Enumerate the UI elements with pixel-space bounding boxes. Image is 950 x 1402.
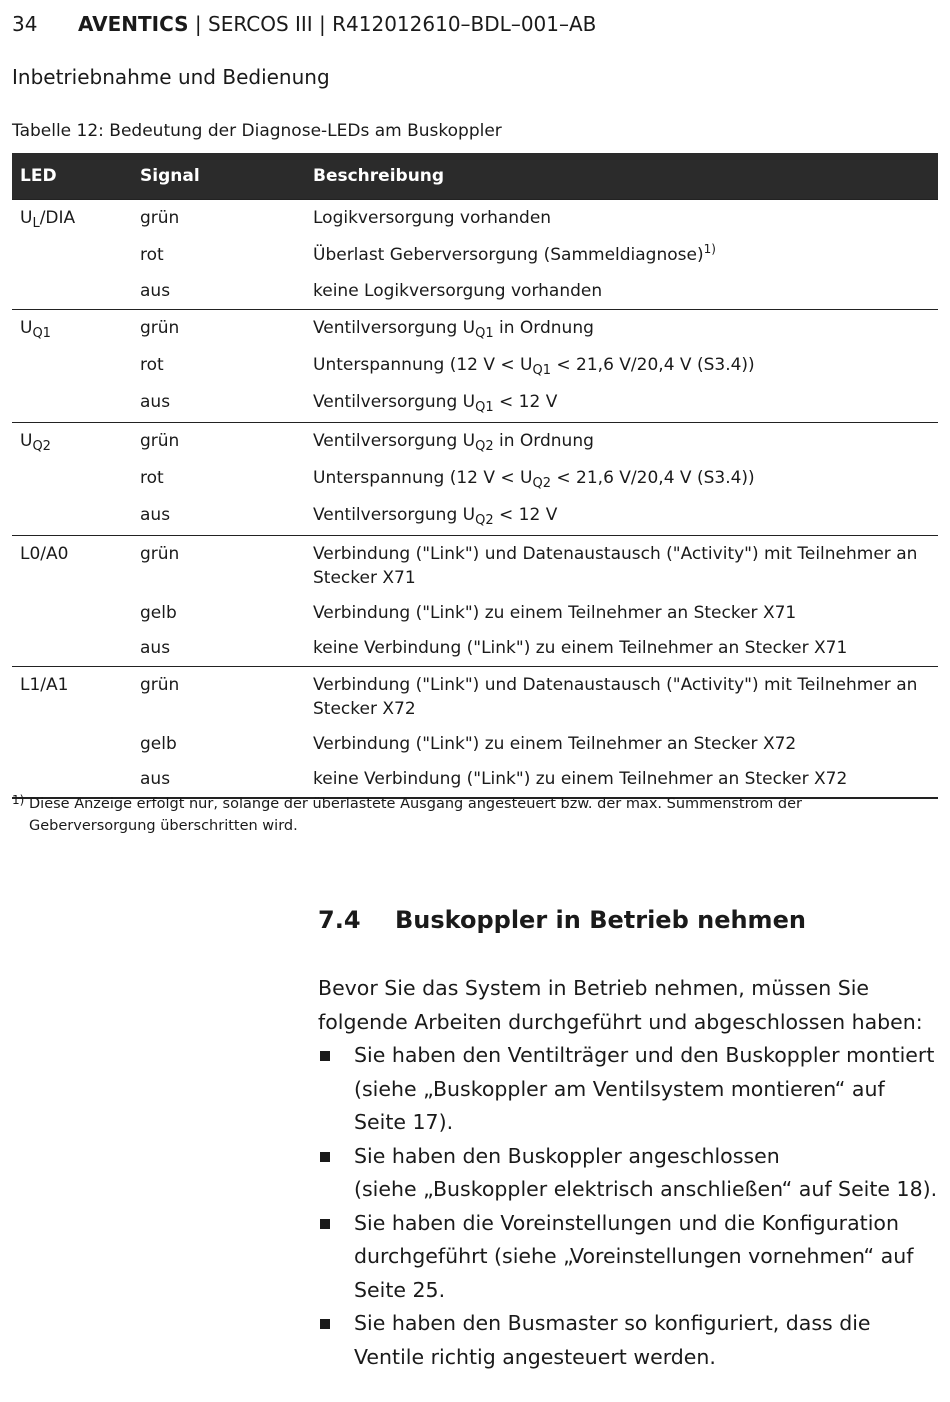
description-cell [305,348,938,385]
list-item [318,1140,943,1207]
description-text: keine Verbindung ("Link") zu einem Teilnehmer an Stecker X72 [313,769,848,789]
description-subscript: Q2 [475,513,494,528]
page-number: 34 [12,12,38,36]
table-row [12,536,938,597]
description-text-continued: < 21,6 V/20,4 V (S3.4)) [551,468,755,488]
table-row [12,274,938,310]
led-name: U [20,208,33,228]
led-cell [12,423,132,462]
bullet-square-icon [320,1319,330,1329]
footnote-mark: 1) [12,793,25,807]
table-caption: Tabelle 12: Bedeutung der Diagnose-LEDs am Buskoppler [12,121,502,141]
led-cell [12,238,132,274]
description-text-continued: < 12 V [493,505,558,525]
description-cell [305,200,938,239]
led-cell [12,200,132,239]
list-item [318,1207,943,1308]
description-text-continued: < 21,6 V/20,4 V (S3.4)) [551,355,755,375]
table-body [12,200,938,799]
description-subscript: Q1 [532,363,551,378]
section-heading [318,906,806,934]
description-cell [305,631,938,667]
led-name-subscript: L [32,216,40,231]
table-row [12,727,938,762]
signal-cell: aus [140,638,171,658]
description-text: Ventilversorgung U [313,392,476,412]
description-cell [305,536,938,597]
table-header-row [12,153,938,200]
led-cell [12,596,132,631]
signal-cell: grün [132,310,305,349]
table-row [12,423,938,462]
description-text: Verbindung ("Link") und Datenaustausch ("Activity") mit Teilnehmer an Stecker X71 [313,544,918,588]
running-header [12,12,596,36]
list-item [318,1307,943,1374]
table-row [12,667,938,728]
led-cell [12,310,132,349]
description-cell [305,727,938,762]
signal-cell: grün [132,200,305,239]
led-cell [12,461,132,498]
table-row [12,348,938,385]
header-description: Beschreibung [305,153,938,200]
signal-cell: aus [140,505,171,525]
signal-cell: grün [132,423,305,462]
description-cell [305,310,938,349]
description-cell [305,423,938,462]
table-row [12,200,938,239]
led-cell [12,348,132,385]
header-signal: Signal [132,153,305,200]
description-text: Verbindung ("Link") zu einem Teilnehmer an Stecker X71 [313,603,797,623]
table-row [12,461,938,498]
led-cell [12,667,132,728]
led-cell [12,727,132,762]
list-item-text: Sie haben den Buskoppler angeschlossen (siehe „Buskoppler elektrisch anschließen“ auf Seite 18). [354,1143,938,1201]
section-heading-title: Buskoppler in Betrieb nehmen [395,906,806,934]
led-cell [12,385,132,423]
list-item-text: Sie haben den Busmaster so konfiguriert, dass die Ventile richtig angesteuert werden. [354,1311,871,1369]
brand-name: AVENTICS [78,12,189,36]
footnote-text: Diese Anzeige erfolgt nur, solange der überlastete Ausgang angesteuert bzw. der max. Summenstrom der Geberversorgung überschritten wird. [29,796,802,834]
signal-cell: aus [140,281,171,301]
led-name: U [20,318,33,338]
description-subscript: Q2 [475,439,494,454]
description-subscript: Q1 [475,326,494,341]
led-name: L1/A1 [20,675,69,695]
description-cell [305,238,938,274]
signal-cell: grün [132,536,305,597]
led-diagnostics-table [12,153,938,799]
prerequisite-list [318,1039,943,1374]
led-name: L0/A0 [20,544,69,564]
table-row [12,631,938,667]
description-text: Ventilversorgung U [313,505,476,525]
footnote-reference: 1) [703,242,716,256]
list-item-text: Sie haben die Voreinstellungen und die Konfiguration durchgeführt (siehe „Voreinstellungen vornehmen“ auf Seite 25. [354,1210,914,1302]
document-id: | SERCOS III | R412012610–BDL–001–AB [188,12,597,36]
led-cell [12,274,132,310]
bullet-square-icon [320,1051,330,1061]
table-row [12,498,938,536]
description-text: Logikversorgung vorhanden [313,208,552,228]
table-row [12,238,938,274]
signal-cell: rot [140,245,164,265]
description-text: Unterspannung (12 V < U [313,355,533,375]
signal-cell: rot [140,468,164,488]
description-cell [305,596,938,631]
table-row [12,310,938,349]
signal-cell: aus [140,392,171,412]
chapter-title: Inbetriebnahme und Bedienung [12,65,330,89]
description-cell [305,274,938,310]
signal-cell: grün [132,667,305,728]
table-row [12,385,938,423]
description-text: Überlast Geberversorgung (Sammeldiagnose) [313,245,704,265]
description-text-continued: < 12 V [493,392,558,412]
signal-cell: gelb [140,734,177,754]
table-row [12,596,938,631]
header-led: LED [12,153,132,200]
intro-paragraph: Bevor Sie das System in Betrieb nehmen, müssen Sie folgende Arbeiten durchgeführt und abgeschlossen haben: [318,976,923,1034]
led-cell [12,498,132,536]
description-text: Verbindung ("Link") zu einem Teilnehmer an Stecker X72 [313,734,797,754]
description-text-continued: in Ordnung [493,318,594,338]
led-cell [12,536,132,597]
description-subscript: Q2 [532,476,551,491]
led-cell [12,631,132,667]
signal-cell: aus [132,762,305,798]
table-footnote [12,793,912,837]
led-name-suffix: /DIA [39,208,76,228]
list-item [318,1039,943,1140]
description-text-continued: in Ordnung [493,431,594,451]
description-text: Verbindung ("Link") und Datenaustausch ("Activity") mit Teilnehmer an Stecker X72 [313,675,918,719]
bullet-square-icon [320,1219,330,1229]
description-subscript: Q1 [475,400,494,415]
description-text: Ventilversorgung U [313,318,476,338]
list-item-text: Sie haben den Ventilträger und den Buskoppler montiert (siehe „Buskoppler am Ventilsystem montieren“ auf Seite 17). [354,1043,935,1134]
led-name-subscript: Q2 [32,439,51,454]
description-cell [305,667,938,728]
description-cell [305,461,938,498]
description-text: keine Logikversorgung vorhanden [313,281,603,301]
bullet-square-icon [320,1152,330,1162]
led-name: U [20,431,33,451]
section-number: 7.4 [318,906,361,934]
description-text: Unterspannung (12 V < U [313,468,533,488]
description-cell [305,385,938,423]
signal-cell: gelb [140,603,177,623]
led-name-subscript: Q1 [32,326,51,341]
description-text: keine Verbindung ("Link") zu einem Teilnehmer an Stecker X71 [313,638,848,658]
signal-cell: rot [140,355,164,375]
section-body [318,972,943,1374]
description-cell [305,498,938,536]
description-text: Ventilversorgung U [313,431,476,451]
